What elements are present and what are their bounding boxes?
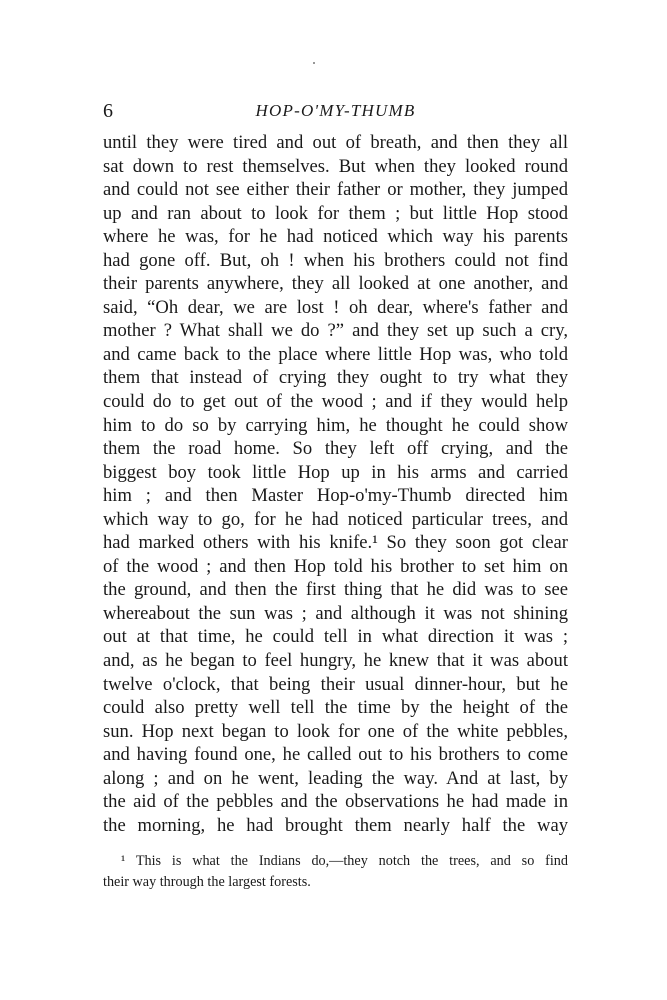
footnote-line: their way through the largest forests. [103,874,311,890]
footnote-line: ¹ This is what the Indians do,—they notch the trees, and so find [121,853,568,869]
text-line: of the wood ; and then Hop told his brother to set him on [103,555,568,577]
page-number: 6 [103,100,113,122]
text-line: and having found one, he called out to his brothers to come [103,744,568,766]
text-line: sun. Hop next began to look for one of the white pebbles, [103,720,568,742]
text-line: and came back to the place where little Hop was, who told [103,343,568,365]
text-line: and could not see either their father or mother, they jumped [103,179,568,201]
text-line: the aid of the pebbles and the observations he had made in [103,791,568,813]
text-line: their parents anywhere, they all looked at one another, and [103,273,568,295]
body-text [103,131,568,837]
footnote [103,851,568,893]
text-line: mother ? What shall we do ?” and they set up such a cry, [103,320,568,342]
text-line: them the road home. So they left off crying, and the [103,438,568,460]
text-line: and, as he began to feel hungry, he knew that it was about [103,650,568,672]
text-line: up and ran about to look for them ; but little Hop stood [103,202,568,224]
text-line: the morning, he had brought them nearly half the way [103,814,568,836]
text-line: along ; and on he went, leading the way. And at last, by [103,767,568,789]
text-line: them that instead of crying they ought to try what they [103,367,568,389]
text-line: could also pretty well tell the time by the height of the [103,697,568,719]
paper-speck [313,62,315,64]
text-line: sat down to rest themselves. But when they looked round [103,155,568,177]
text-line: had gone off. But, oh ! when his brothers could not find [103,249,568,271]
text-line: until they were tired and out of breath, and then they all [103,132,568,153]
text-line: twelve o'clock, that being their usual dinner-hour, but he [103,673,568,695]
page-header [103,98,568,124]
text-line: out at that time, he could tell in what direction it was ; [103,626,568,648]
text-line: had marked others with his knife.¹ So they soon got clear [103,532,568,554]
text-line: said, “Oh dear, we are lost ! oh dear, where's father and [103,296,568,318]
text-line: biggest boy took little Hop up in his arms and carried [103,461,568,483]
running-head: HOP-O'MY-THUMB [255,101,416,120]
text-line: could do to get out of the wood ; and if they would help [103,391,568,413]
text-line: him ; and then Master Hop-o'my-Thumb directed him [103,485,568,507]
text-line: him to do so by carrying him, he thought he could show [103,414,568,436]
text-line: where he was, for he had noticed which way his parents [103,226,568,248]
text-line: the ground, and then the first thing that he did was to see [103,579,568,601]
text-line: which way to go, for he had noticed particular trees, and [103,508,568,530]
text-line: whereabout the sun was ; and although it was not shining [103,602,568,624]
